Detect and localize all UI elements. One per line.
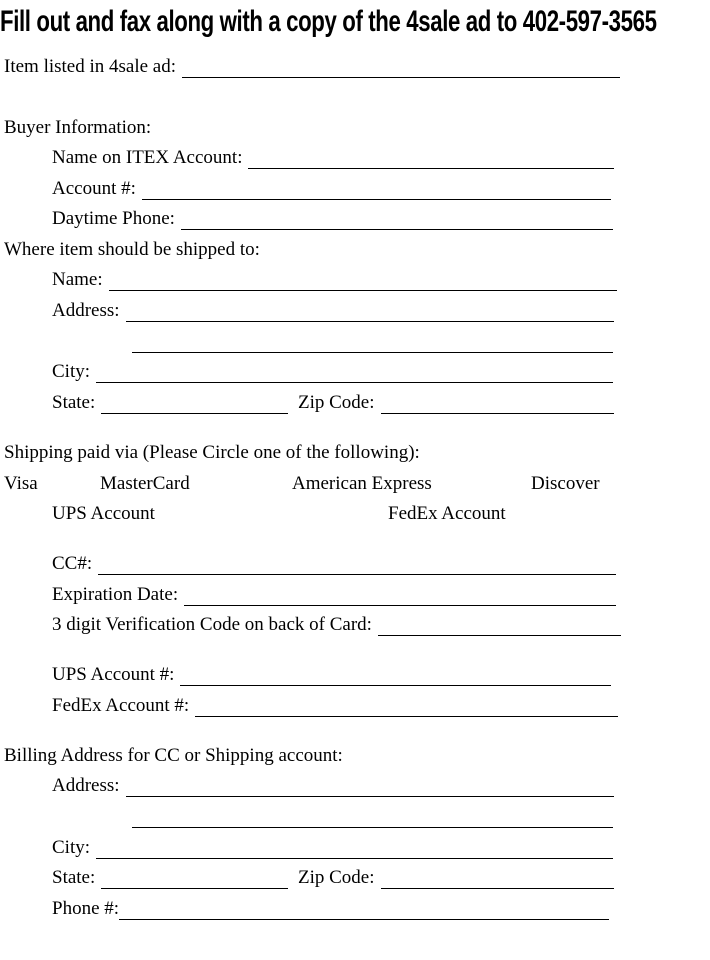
billing-phone-label: Phone #: [52, 898, 120, 919]
buyer-phone-blank[interactable] [181, 212, 613, 230]
payment-heading: Shipping paid via (Please Circle one of the following): [4, 442, 420, 463]
billing-phone-field [52, 898, 609, 920]
fedex-account-label: FedEx Account #: [52, 695, 190, 716]
ship-to-heading: Where item should be shipped to: [4, 239, 260, 260]
billing-city-field [52, 837, 613, 859]
billing-city-label: City: [52, 837, 91, 858]
billing-heading: Billing Address for CC or Shipping account: [4, 745, 343, 766]
billing-zip-field [298, 867, 614, 889]
ship-state-field [52, 392, 288, 414]
billing-address-blank[interactable] [126, 779, 614, 797]
ship-state-label: State: [52, 392, 96, 413]
ups-account-blank[interactable] [180, 668, 611, 686]
buyer-phone-label: Daytime Phone: [52, 208, 175, 229]
billing-state-blank[interactable] [101, 871, 288, 889]
buyer-name-field [52, 147, 614, 169]
ship-address-line2-blank[interactable] [132, 351, 613, 353]
expiration-blank[interactable] [184, 588, 616, 606]
expiration-label: Expiration Date: [52, 584, 179, 605]
ship-address-field [52, 300, 614, 322]
billing-state-label: State: [52, 867, 96, 888]
ship-name-label: Name: [52, 269, 103, 290]
fedex-account-blank[interactable] [195, 699, 618, 717]
ups-account-label: UPS Account #: [52, 664, 175, 685]
buyer-account-blank[interactable] [142, 182, 611, 200]
buyer-name-blank[interactable] [248, 151, 614, 169]
verification-blank[interactable] [378, 618, 621, 636]
option-fedex-account[interactable]: FedEx Account [388, 503, 506, 524]
buyer-account-label: Account #: [52, 178, 136, 199]
billing-phone-blank[interactable] [119, 902, 609, 920]
ship-address-blank[interactable] [126, 304, 614, 322]
ship-zip-blank[interactable] [381, 396, 614, 414]
billing-zip-label: Zip Code: [298, 867, 375, 888]
option-visa[interactable]: Visa [4, 473, 38, 494]
ship-address-label: Address: [52, 300, 120, 321]
buyer-account-field [52, 178, 611, 200]
buyer-name-label: Name on ITEX Account: [52, 147, 243, 168]
verification-label: 3 digit Verification Code on back of Card: [52, 614, 372, 635]
verification-field [52, 614, 621, 636]
item-listed-field [4, 56, 620, 78]
billing-state-field [52, 867, 288, 889]
cc-number-blank[interactable] [98, 557, 616, 575]
ship-zip-label: Zip Code: [298, 392, 375, 413]
item-listed-label: Item listed in 4sale ad: [4, 56, 177, 77]
ship-zip-field [298, 392, 614, 414]
item-listed-blank[interactable] [182, 60, 620, 78]
billing-address-line2-blank[interactable] [132, 826, 613, 828]
ship-name-blank[interactable] [109, 273, 617, 291]
option-discover[interactable]: Discover [531, 473, 600, 494]
buyer-phone-field [52, 208, 613, 230]
ship-city-field [52, 361, 613, 383]
cc-number-field [52, 553, 616, 575]
option-ups-account[interactable]: UPS Account [52, 503, 155, 524]
billing-address-field [52, 775, 614, 797]
billing-city-blank[interactable] [96, 841, 613, 859]
ship-city-blank[interactable] [96, 365, 613, 383]
cc-number-label: CC#: [52, 553, 93, 574]
ship-state-blank[interactable] [101, 396, 288, 414]
option-american-express[interactable]: American Express [292, 473, 432, 494]
billing-zip-blank[interactable] [381, 871, 614, 889]
expiration-field [52, 584, 616, 606]
form-title: Fill out and fax along with a copy of the 4sale ad to 402-597-3565 [0, 5, 657, 38]
ups-account-field [52, 664, 611, 686]
billing-address-label: Address: [52, 775, 120, 796]
ship-name-field [52, 269, 617, 291]
buyer-heading: Buyer Information: [4, 117, 152, 138]
option-mastercard[interactable]: MasterCard [100, 473, 190, 494]
fedex-account-field [52, 695, 618, 717]
ship-city-label: City: [52, 361, 91, 382]
